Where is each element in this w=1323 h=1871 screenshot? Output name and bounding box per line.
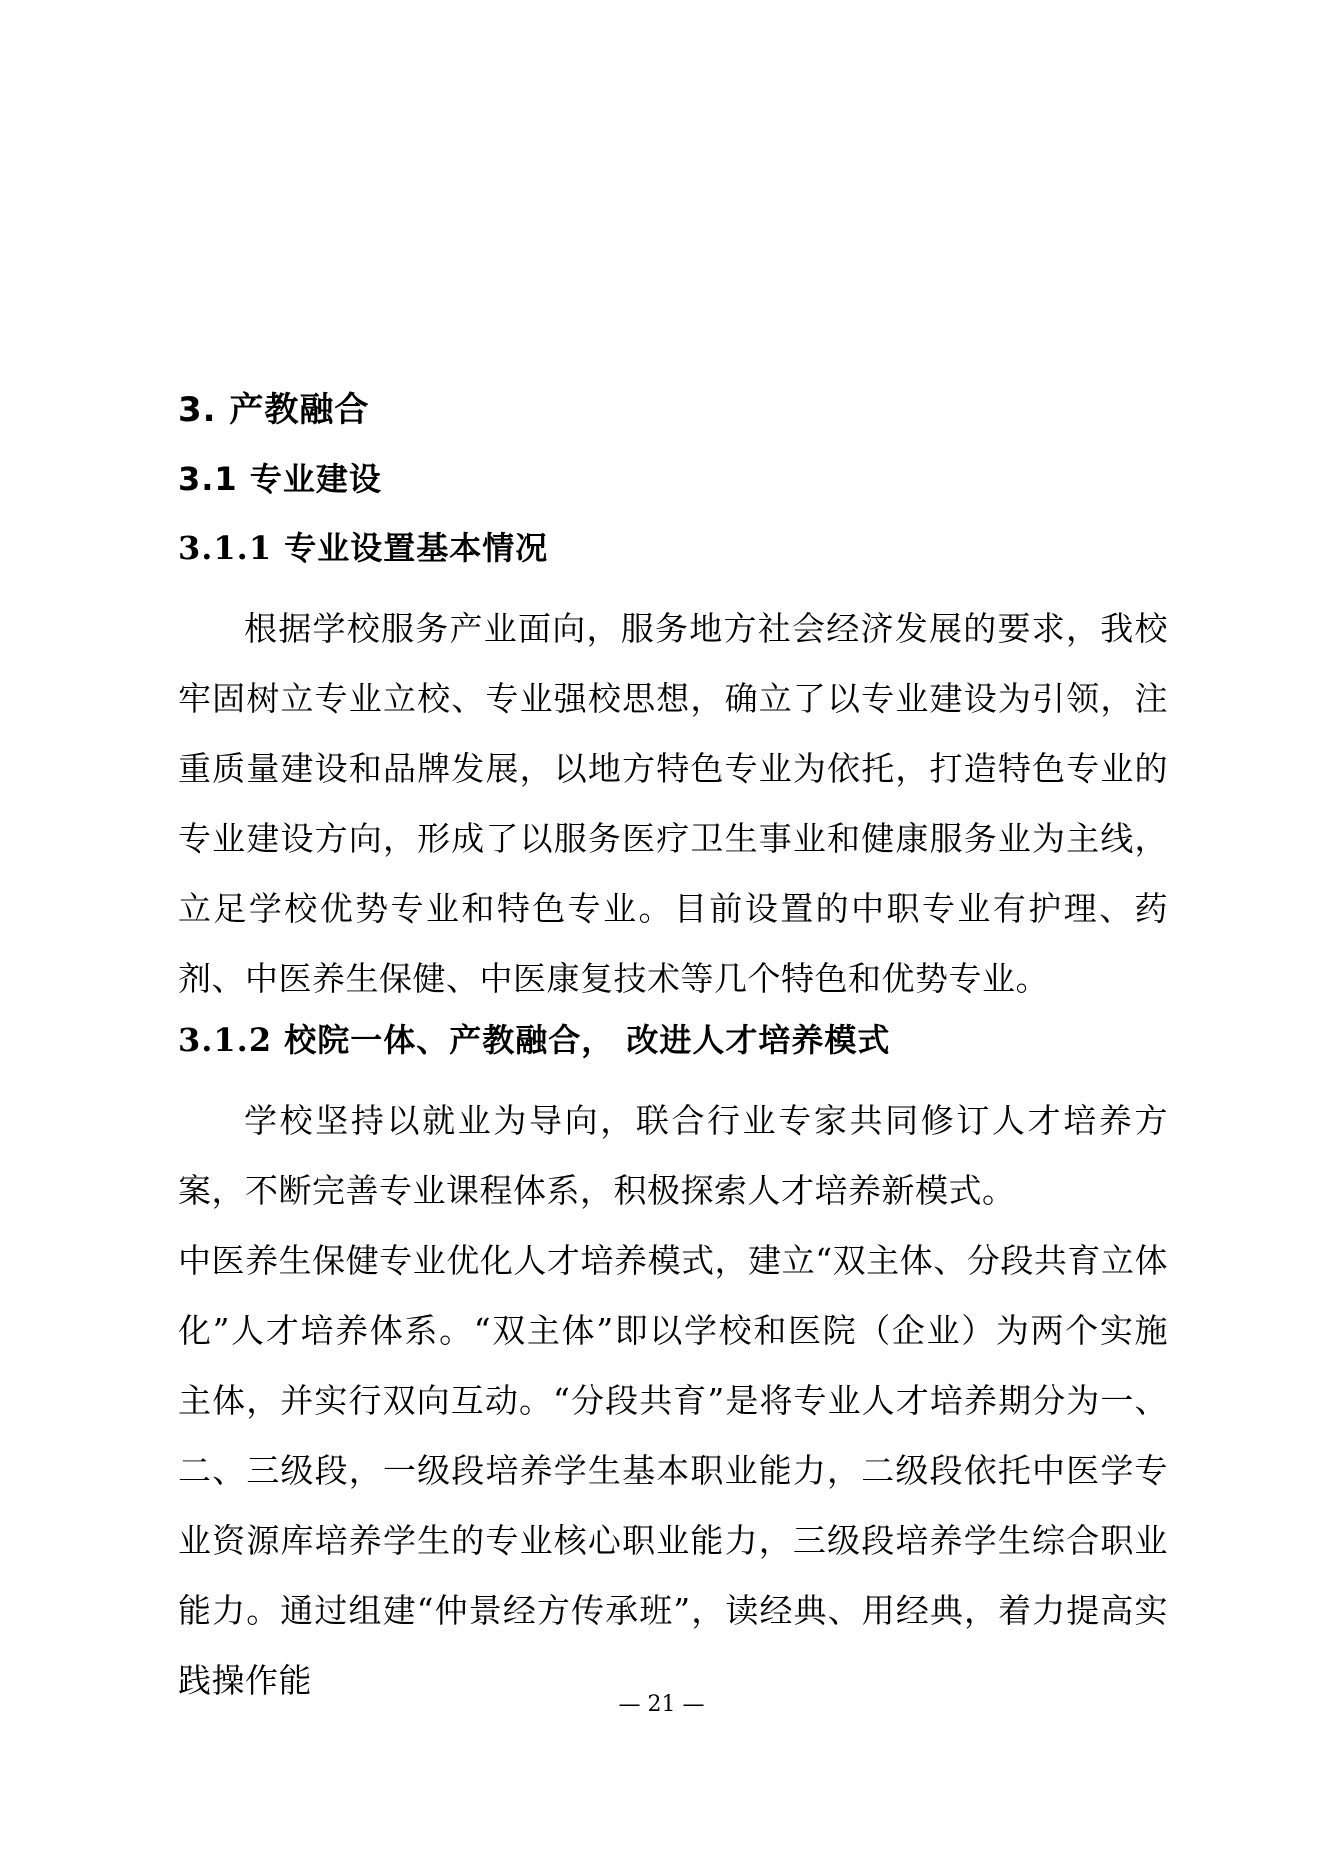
section-heading-3: 3. 产教融合 [178, 390, 370, 430]
section-heading-3-1-2: 3.1.2 校院一体、产教融合， 改进人才培养模式 [178, 1021, 891, 1059]
page-content [178, 384, 1168, 1716]
paragraph-major-setup: 根据学校服务产业面向，服务地方社会经济发展的要求，我校牢固树立专业立校、专业强校思想，确立了以专业建设为引领，注重质量建设和品牌发展，以地方特色专业为依托，打造特色专业的专业建设方向，形成了以服务医疗卫生事业和健康服务业为主线，立足学校优势专业和特色专业。目前设置的中职专业有护理、药剂、中医养生保健、中医康复技术等几个特色和优势专业。 [178, 609, 1168, 998]
section-heading-3-1-1: 3.1.1 专业设置基本情况 [178, 529, 549, 567]
section-heading-3-1: 3.1 专业建设 [178, 460, 382, 498]
page-number: — 21 — [618, 1692, 705, 1717]
paragraph-tcm-health-major: 中医养生保健专业优化人才培养模式，建立“双主体、分段共育立体化”人才培养体系。“双主体”即以学校和医院（企业）为两个实施主体，并实行双向互动。“分段共育”是将专业人才培养期分为一、二、三级段，一级段培养学生基本职业能力，二级段依托中医学专业资源库培养学生的专业核心职业能力，三级段培养学生综合职业能力。通过组建“仲景经方传承班”，读经典、用经典，着力提高实践操作能 [178, 1241, 1168, 1700]
paragraph-training-program: 学校坚持以就业为导向，联合行业专家共同修订人才培养方案，不断完善专业课程体系，积极探索人才培养新模式。 [178, 1101, 1168, 1210]
